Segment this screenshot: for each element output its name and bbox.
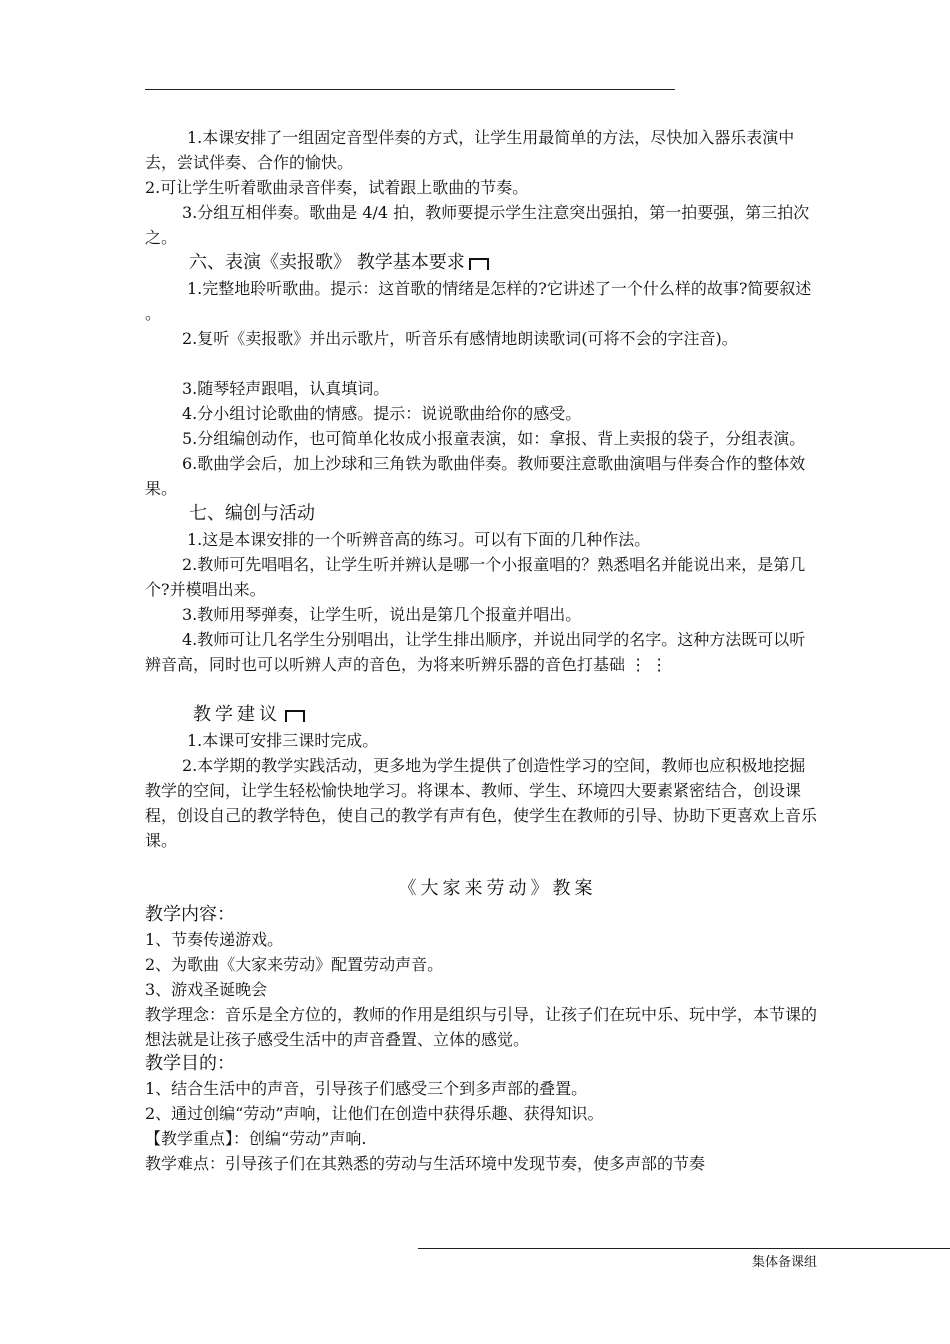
key-point: 【教学重点】：创编“劳动”声响. bbox=[145, 1129, 367, 1148]
list-item: 1.完整地聆听歌曲。提示：这首歌的情绪是怎样的?它讲述了一个什么样的故事?简要叙述 。 bbox=[145, 279, 812, 323]
footer-rule bbox=[418, 1248, 950, 1249]
list-item: 3、游戏圣诞晚会 bbox=[145, 980, 268, 999]
paragraph: 1.本课安排了一组固定音型伴奏的方式，让学生用最简单的方法，尽快加入器乐表演中去，尝试伴奏、合作的愉快。 bbox=[145, 128, 795, 172]
list-item: 1、结合生活中的声音，引导孩子们感受三个到多声部的叠置。 bbox=[145, 1079, 588, 1098]
list-item: 2.本学期的教学实践活动，更多地为学生提供了创造性学习的空间，教师也应积极地挖掘教学的空间，让学生轻松愉快地学习。将课本、教师、学生、环境四大要素紧密结合，创设课程，创设自己的教学特色，使自己的教学有声有色，使学生在教师的引导、协助下更喜欢上音乐课。 bbox=[145, 756, 818, 850]
suggestion-heading: 教学建议 bbox=[145, 702, 820, 728]
list-item: 5.分组编创动作，也可简单化妆成小报童表演，如：拿报、背上卖报的袋子，分组表演。 bbox=[182, 429, 806, 448]
list-item: 2.复听《卖报歌》并出示歌片，听音乐有感情地朗读歌词(可将不会的字注音)。 bbox=[182, 329, 738, 348]
goal-heading: 教学目的： bbox=[145, 1053, 235, 1074]
teaching-concept: 教学理念：音乐是全方位的，教师的作用是组织与引导，让孩子们在玩中乐、玩中学，本节课的想法就是让孩子感受生活中的声音叠置、立体的感觉。 bbox=[145, 1005, 818, 1049]
list-item: 3.教师用琴弹奏，让学生听，说出是第几个报童并唱出。 bbox=[182, 605, 582, 624]
difficulty: 教学难点：引导孩子们在其熟悉的劳动与生活环境中发现节奏，使多声部的节奏 bbox=[145, 1154, 706, 1173]
section-heading-6: 六、表演《卖报歌》 教学基本要求 bbox=[145, 250, 820, 276]
list-item: 2.教师可先唱唱名，让学生听并辨认是哪一个小报童唱的？熟悉唱名并能说出来，是第几个?并模唱出来。 bbox=[145, 555, 806, 599]
document-body bbox=[145, 125, 820, 1176]
lesson-plan-title: 《大家来劳动》教案 bbox=[398, 878, 597, 899]
paragraph: 2.可让学生听着歌曲录音伴奏，试着跟上歌曲的节奏。 bbox=[145, 178, 529, 197]
list-item: 1.本课可安排三课时完成。 bbox=[187, 731, 379, 750]
list-item: 4.教师可让几名学生分别唱出，让学生排出顺序，并说出同学的名字。这种方法既可以听辨音高，同时也可以听辨人声的音色，为将来听辨乐器的音色打基础 ⋮ ⋮ bbox=[145, 630, 806, 674]
list-item: 6.歌曲学会后，加上沙球和三角铁为歌曲伴奏。教师要注意歌曲演唱与伴奏合作的整体效果。 bbox=[145, 454, 806, 498]
content-heading: 教学内容： bbox=[145, 904, 235, 925]
list-item: 3.随琴轻声跟唱，认真填词。 bbox=[182, 379, 390, 398]
heading-bracket-mark bbox=[469, 258, 489, 270]
section-heading-7: 七、编创与活动 bbox=[189, 503, 315, 524]
list-item: 2、为歌曲《大家来劳动》配置劳动声音。 bbox=[145, 955, 444, 974]
list-item: 2、通过创编“劳动”声响，让他们在创造中获得乐趣、获得知识。 bbox=[145, 1104, 604, 1123]
paragraph: 3.分组互相伴奏。歌曲是 4/4 拍，教师要提示学生注意突出强拍，第一拍要强，第三拍次之。 bbox=[145, 203, 810, 247]
heading-bracket-mark bbox=[285, 710, 305, 722]
list-item: 4.分小组讨论歌曲的情感。提示：说说歌曲给你的感受。 bbox=[182, 404, 582, 423]
footer-text: 集体备课组 bbox=[752, 1255, 818, 1270]
list-item: 1.这是本课安排的一个听辨音高的练习。可以有下面的几种作法。 bbox=[187, 530, 651, 549]
list-item: 1、节奏传递游戏。 bbox=[145, 930, 284, 949]
header-rule bbox=[145, 89, 675, 90]
